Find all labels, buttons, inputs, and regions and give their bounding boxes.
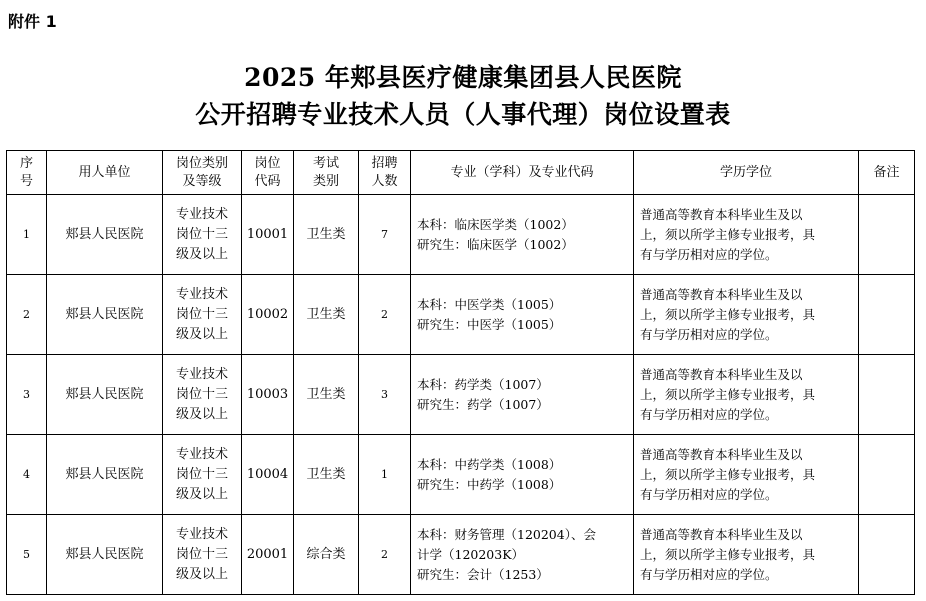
row-education: 普通高等教育本科毕业生及以 上，须以所学主修专业报考，具 有与学历相对应的学位。 [634, 435, 859, 515]
header-category: 岗位类别 及等级 [163, 151, 242, 195]
row-exam: 卫生类 [294, 355, 359, 435]
header-unit: 用人单位 [47, 151, 163, 195]
header-education: 学历学位 [634, 151, 859, 195]
header-row [7, 151, 915, 195]
row-seq: 3 [7, 355, 47, 435]
attachment-label: 附件 1 [8, 12, 57, 31]
row-seq: 2 [7, 275, 47, 355]
row-exam: 卫生类 [294, 275, 359, 355]
row-unit: 郏县人民医院 [47, 515, 163, 595]
row-education: 普通高等教育本科毕业生及以 上，须以所学主修专业报考，具 有与学历相对应的学位。 [634, 275, 859, 355]
row-count: 3 [359, 355, 411, 435]
row-count: 2 [359, 275, 411, 355]
position-table [6, 150, 915, 595]
header-major: 专业（学科）及专业代码 [411, 151, 634, 195]
row-unit: 郏县人民医院 [47, 355, 163, 435]
row-category: 专业技术 岗位十三 级及以上 [163, 195, 242, 275]
table-row [7, 515, 915, 595]
row-code: 10003 [242, 355, 294, 435]
row-code: 10002 [242, 275, 294, 355]
page-title-line2: 公开招聘专业技术人员（人事代理）岗位设置表 [195, 100, 731, 129]
row-category: 专业技术 岗位十三 级及以上 [163, 275, 242, 355]
row-unit: 郏县人民医院 [47, 195, 163, 275]
row-code: 10004 [242, 435, 294, 515]
row-major: 本科：临床医学类（1002） 研究生：临床医学（1002） [411, 195, 634, 275]
row-education: 普通高等教育本科毕业生及以 上，须以所学主修专业报考，具 有与学历相对应的学位。 [634, 515, 859, 595]
row-category: 专业技术 岗位十三 级及以上 [163, 435, 242, 515]
row-unit: 郏县人民医院 [47, 275, 163, 355]
row-count: 2 [359, 515, 411, 595]
header-exam: 考试 类别 [294, 151, 359, 195]
table-row [7, 355, 915, 435]
row-exam: 卫生类 [294, 195, 359, 275]
row-seq: 1 [7, 195, 47, 275]
row-note [859, 275, 915, 355]
row-note [859, 515, 915, 595]
header-count: 招聘 人数 [359, 151, 411, 195]
row-exam: 卫生类 [294, 435, 359, 515]
row-count: 1 [359, 435, 411, 515]
row-seq: 4 [7, 435, 47, 515]
row-count: 7 [359, 195, 411, 275]
table-row [7, 435, 915, 515]
page-title-line1: 2025 年郏县医疗健康集团县人民医院 [244, 63, 682, 92]
row-category: 专业技术 岗位十三 级及以上 [163, 355, 242, 435]
row-note [859, 355, 915, 435]
row-education: 普通高等教育本科毕业生及以 上，须以所学主修专业报考，具 有与学历相对应的学位。 [634, 195, 859, 275]
row-major: 本科：药学类（1007） 研究生：药学（1007） [411, 355, 634, 435]
row-unit: 郏县人民医院 [47, 435, 163, 515]
row-category: 专业技术 岗位十三 级及以上 [163, 515, 242, 595]
header-code: 岗位 代码 [242, 151, 294, 195]
row-major: 本科：中医学类（1005） 研究生：中医学（1005） [411, 275, 634, 355]
row-education: 普通高等教育本科毕业生及以 上，须以所学主修专业报考，具 有与学历相对应的学位。 [634, 355, 859, 435]
row-note [859, 195, 915, 275]
row-major: 本科：中药学类（1008） 研究生：中药学（1008） [411, 435, 634, 515]
row-note [859, 435, 915, 515]
table-row [7, 275, 915, 355]
header-seq: 序 号 [7, 151, 47, 195]
row-exam: 综合类 [294, 515, 359, 595]
row-code: 20001 [242, 515, 294, 595]
row-major: 本科：财务管理（120204）、会 计学（120203K） 研究生：会计（1253） [411, 515, 634, 595]
table-row [7, 195, 915, 275]
row-seq: 5 [7, 515, 47, 595]
row-code: 10001 [242, 195, 294, 275]
header-note: 备注 [859, 151, 915, 195]
